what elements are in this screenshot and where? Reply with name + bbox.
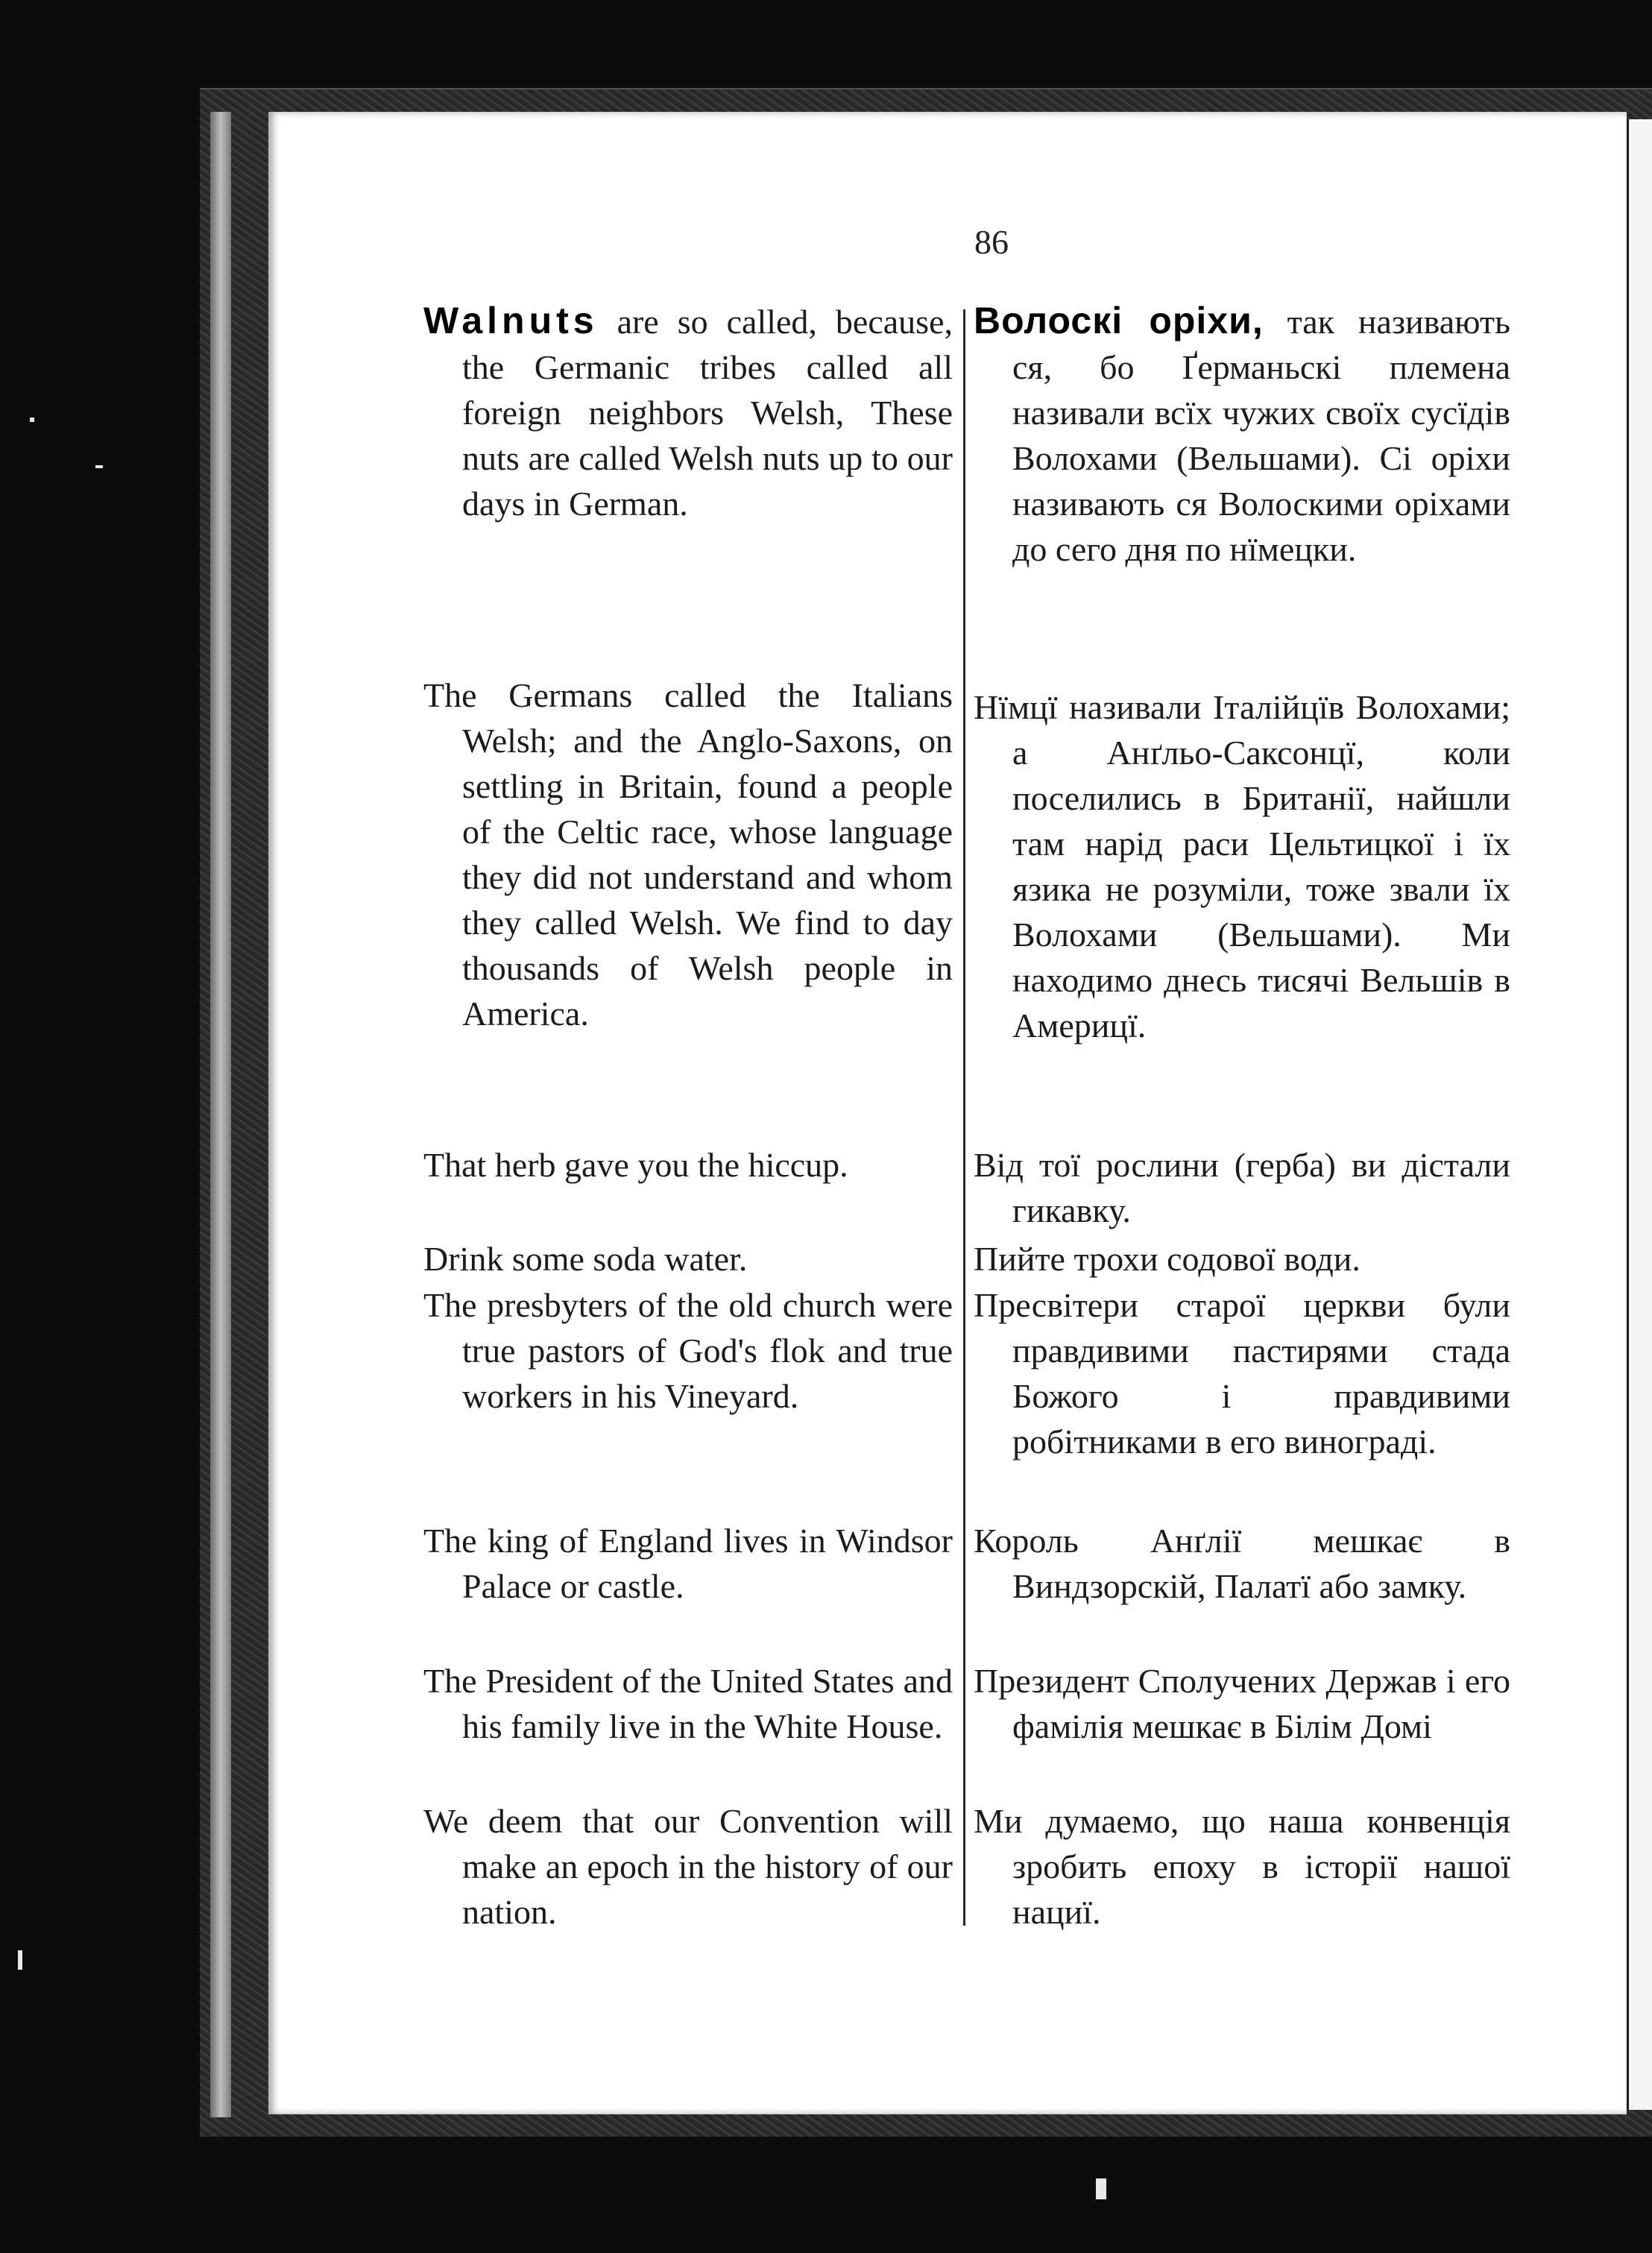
column-divider bbox=[963, 309, 965, 1926]
english-entry-text: are so called, because, the Germanic tribes called all foreign neighbors Welsh, These nuts are called Welsh nuts up to our days in German. bbox=[462, 303, 953, 523]
ukrainian-entry bbox=[974, 298, 1510, 572]
next-page-edge bbox=[1627, 119, 1652, 2110]
ukrainian-entry: Від тої рослини (герба) ви дістали гикавку. bbox=[974, 1146, 1510, 1229]
english-entry: The presbyters of the old church were true pastors of God's flok and true workers in his Vineyard. bbox=[423, 1286, 953, 1415]
english-entry: That herb gave you the hiccup. bbox=[423, 1146, 848, 1184]
book-spine-edge bbox=[210, 112, 231, 2117]
ukrainian-entry: Пийте трохи содової води. bbox=[974, 1240, 1361, 1278]
english-entry: The king of England lives in Windsor Palace or castle. bbox=[423, 1522, 953, 1605]
ukrainian-entry: Пресвітери старої церкви були правдивими пастирями стада Божого і правдивими робітниками в его винограді. bbox=[974, 1286, 1510, 1460]
ukrainian-entry-text: так називають ся, бо Ґерманьскі племена називали всїх чужих своїх сусїдів Волохами (Вельшами). Сі оріхи називають ся Волоскими оріхами до сего дня по нїмецки. bbox=[1012, 303, 1511, 568]
page-number: 86 bbox=[974, 223, 1009, 261]
ukrainian-headword: Волоскі оріхи, bbox=[974, 300, 1264, 341]
ukrainian-entry: Президент Сполучених Держав і его фамілія мешкає в Білім Домі bbox=[974, 1662, 1510, 1745]
english-headword: Walnuts bbox=[423, 300, 599, 341]
scan-speck bbox=[95, 465, 103, 468]
scan-speck bbox=[30, 417, 34, 422]
english-entry: The President of the United States and his family live in the White House. bbox=[423, 1662, 953, 1745]
english-entry: The Germans called the Italians Welsh; and the Anglo-Saxons, on settling in Britain, found a people of the Celtic race, whose language they did not understand and whom they called Welsh. We find to day thousands of Welsh people in America. bbox=[423, 676, 953, 1033]
english-entry: We deem that our Convention will make an epoch in the history of our nation. bbox=[423, 1802, 953, 1931]
ukrainian-entry: Нїмцї називали Італійцїв Волохами; а Анґльо-Саксонцї, коли поселились в Британії, найшли там нарід раси Цельтицкої і їх язика не розуміли, тоже звали їх Волохами (Вельшами). Ми находимо днесь тисячі Вельшів в Америцї. bbox=[974, 688, 1510, 1044]
english-entry: Drink some soda water. bbox=[423, 1240, 748, 1278]
ukrainian-entry: Ми думаемо, що наша конвенція зробить епоху в історії нашої нациї. bbox=[974, 1802, 1510, 1931]
ukrainian-entry: Король Анґлії мешкає в Виндзорскій, Палатї або замку. bbox=[974, 1522, 1510, 1605]
scan-speck bbox=[1096, 2178, 1106, 2199]
english-entry bbox=[423, 298, 953, 526]
scan-speck bbox=[18, 1950, 22, 1970]
